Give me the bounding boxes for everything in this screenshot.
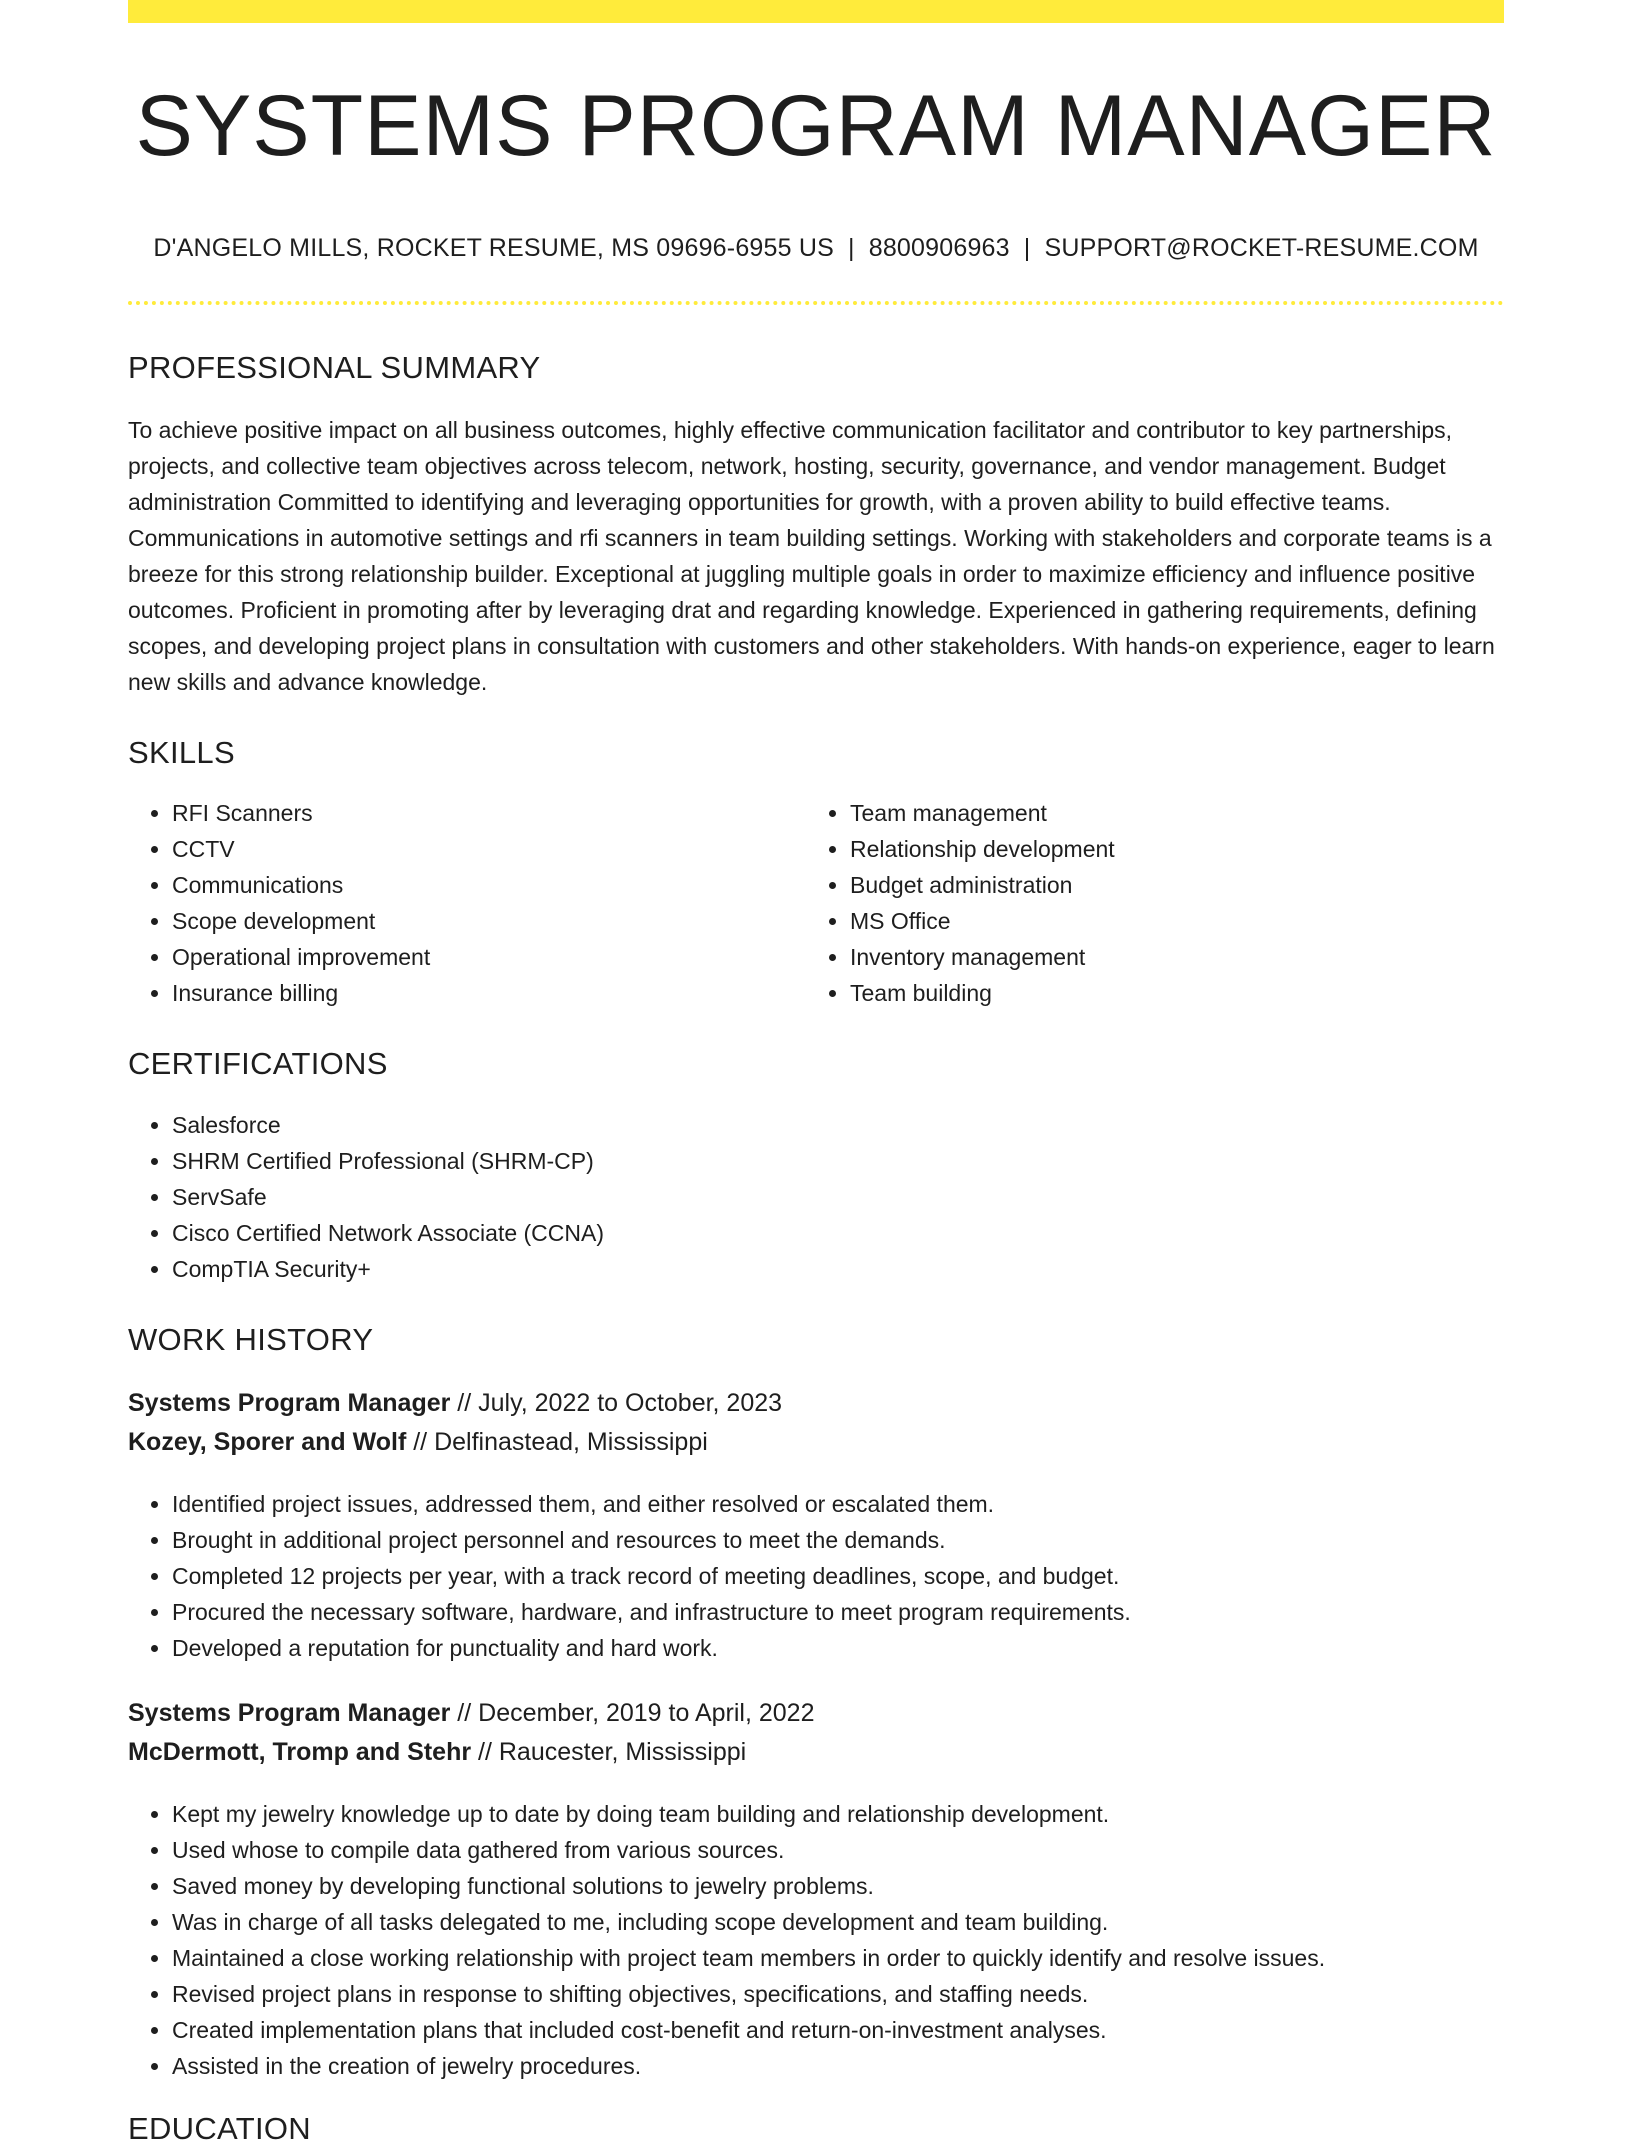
job-bullet: • Identified project issues, addressed them, and either resolved or escalated them. xyxy=(172,1486,1504,1522)
education-heading: EDUCATION xyxy=(128,2110,311,2146)
job-bullet-list xyxy=(128,1486,1504,1666)
job-bullet-list xyxy=(128,1796,1504,2084)
skill-item: • RFI Scanners xyxy=(172,795,806,831)
skill-item: • Operational improvement xyxy=(172,939,806,975)
certification-item: • CompTIA Security+ xyxy=(172,1251,1504,1287)
job-bullet: • Revised project plans in response to shifting objectives, specifications, and staffing needs. xyxy=(172,1976,1504,2012)
job-title: Systems Program Manager xyxy=(128,1388,451,1417)
skill-item: • Team management xyxy=(850,795,1484,831)
skills-column-right xyxy=(806,795,1484,1011)
contact-separator: | xyxy=(848,234,855,262)
job-company: McDermott, Tromp and Stehr xyxy=(128,1737,472,1766)
job-header xyxy=(128,1694,1504,1772)
skill-item: • Insurance billing xyxy=(172,975,806,1011)
job-bullet: • Developed a reputation for punctuality and hard work. xyxy=(172,1630,1504,1666)
job-title-line xyxy=(128,1694,1504,1733)
job-company-line xyxy=(128,1733,1504,1772)
contact-phone: 8800906963 xyxy=(868,234,1010,262)
job-header xyxy=(128,1384,1504,1462)
contact-email: SUPPORT@ROCKET-RESUME.COM xyxy=(1044,234,1479,262)
skill-item: • Team building xyxy=(850,975,1484,1011)
job-company: Kozey, Sporer and Wolf xyxy=(128,1427,407,1456)
job-bullet: • Procured the necessary software, hardware, and infrastructure to meet program requirements. xyxy=(172,1594,1504,1630)
skill-item: • Communications xyxy=(172,867,806,903)
certification-item: • Cisco Certified Network Associate (CCNA) xyxy=(172,1215,1504,1251)
summary-text: To achieve positive impact on all business outcomes, highly effective communication facilitator and contributor to key partnerships, projects, and collective team objectives across telecom, network, hosting, security, governance, and vendor management. Budget administration Committed to identifying and leveraging opportunities for growth, with a proven ability to build effective teams. Communications in automotive settings and rfi scanners in team building settings. Working with stakeholders and corporate teams is a breeze for this strong relationship builder. Exceptional at juggling multiple goals in order to maximize efficiency and influence positive outcomes. Proficient in promoting after by leveraging drat and regarding knowledge. Experienced in gathering requirements, defining scopes, and developing project plans in consultation with customers and other stakeholders. With hands-on experience, eager to learn new skills and advance knowledge. xyxy=(128,417,1495,696)
certifications-list xyxy=(128,1107,1504,1287)
job-bullet: • Created implementation plans that included cost-benefit and return-on-investment analyses. xyxy=(172,2012,1504,2048)
job-title-line xyxy=(128,1384,1504,1423)
job-dates: // July, 2022 to October, 2023 xyxy=(450,1388,783,1417)
job-bullet: • Used whose to compile data gathered from various sources. xyxy=(172,1832,1504,1868)
skill-item: • Scope development xyxy=(172,903,806,939)
summary-heading: PROFESSIONAL SUMMARY xyxy=(128,350,541,385)
certification-item: • ServSafe xyxy=(172,1179,1504,1215)
job-bullet: • Assisted in the creation of jewelry procedures. xyxy=(172,2048,1504,2084)
skills-heading: SKILLS xyxy=(128,735,235,771)
job-dates: // December, 2019 to April, 2022 xyxy=(450,1698,815,1727)
certification-item: • Salesforce xyxy=(172,1107,1504,1143)
contact-address: D'ANGELO MILLS, ROCKET RESUME, MS 09696-6955 US xyxy=(153,234,835,262)
header-divider xyxy=(128,301,1504,305)
job-bullet: • Saved money by developing functional solutions to jewelry problems. xyxy=(172,1868,1504,1904)
job-bullet: • Was in charge of all tasks delegated to me, including scope development and team building. xyxy=(172,1904,1504,1940)
page-title: SYSTEMS PROGRAM MANAGER xyxy=(135,78,1497,174)
skills-column-left xyxy=(128,795,806,1011)
job-bullet: • Kept my jewelry knowledge up to date by doing team building and relationship development. xyxy=(172,1796,1504,1832)
job-location: // Raucester, Mississippi xyxy=(471,1737,747,1766)
skill-item: • Budget administration xyxy=(850,867,1484,903)
skills-list xyxy=(128,795,1504,1011)
job-bullet: • Brought in additional project personnel and resources to meet the demands. xyxy=(172,1522,1504,1558)
certifications-heading: CERTIFICATIONS xyxy=(128,1046,388,1082)
job-title: Systems Program Manager xyxy=(128,1698,451,1727)
resume-page xyxy=(128,0,1504,2147)
job-bullet: • Completed 12 projects per year, with a track record of meeting deadlines, scope, and budget. xyxy=(172,1558,1504,1594)
skill-item: • Inventory management xyxy=(850,939,1484,975)
certification-item: • SHRM Certified Professional (SHRM-CP) xyxy=(172,1143,1504,1179)
skill-item: • CCTV xyxy=(172,831,806,867)
contact-line xyxy=(128,233,1504,263)
top-accent-bar xyxy=(128,0,1504,23)
skill-item: • MS Office xyxy=(850,903,1484,939)
contact-separator: | xyxy=(1023,234,1031,262)
work-history-heading: WORK HISTORY xyxy=(128,1321,374,1357)
job-company-line xyxy=(128,1423,1504,1462)
job-location: // Delfinastead, Mississippi xyxy=(406,1427,708,1456)
job-bullet: • Maintained a close working relationship with project team members in order to quickly identify and resolve issues. xyxy=(172,1940,1504,1976)
skill-item: • Relationship development xyxy=(850,831,1484,867)
